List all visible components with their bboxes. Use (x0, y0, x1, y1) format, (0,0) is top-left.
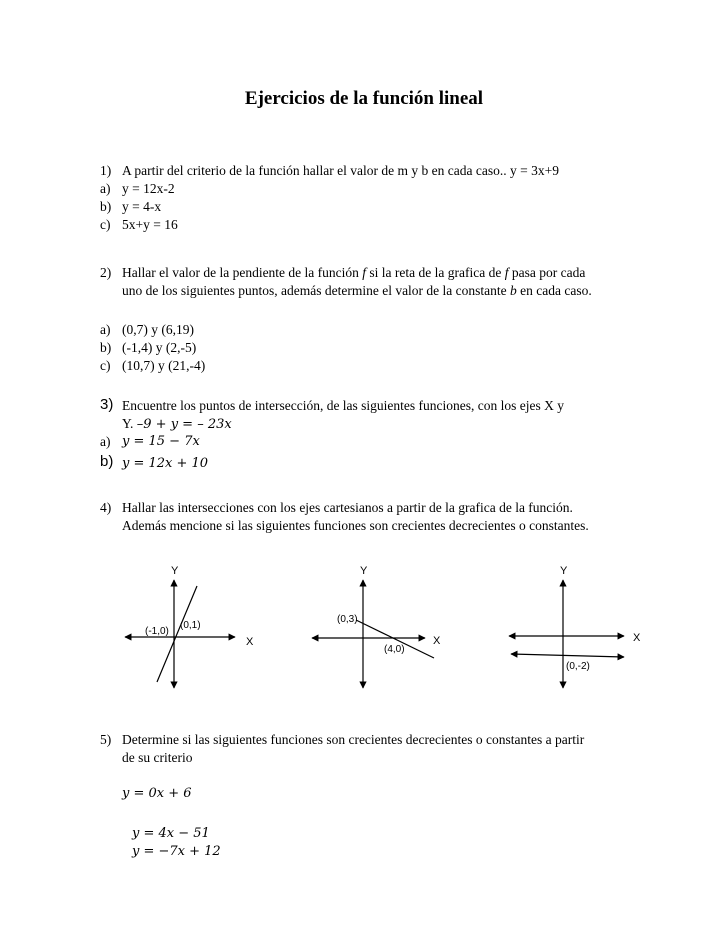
function-line (511, 654, 624, 657)
item-label: a) (100, 434, 111, 449)
item-label: a) (100, 181, 111, 196)
page-title: Ejercicios de la función lineal (244, 88, 484, 109)
point-label: (0,-2) (566, 661, 590, 672)
item-text: (0,7) y (6,19) (122, 322, 194, 337)
exercise-text-line-1: Hallar las intersecciones con los ejes cartesianos a partir de la grafica de la función. (122, 500, 573, 515)
exercise-text-line-2: Y. –9 + y = – 23x (122, 416, 232, 432)
item-label: c) (100, 217, 111, 232)
point-label: (4,0) (384, 644, 405, 655)
item-text: (-1,4) y (2,-5) (122, 340, 197, 355)
exercise-text-line-1: Encuentre los puntos de intersección, de las siguientes funciones, con los ejes X y (122, 398, 565, 413)
equation-2: y = 4x − 51 (132, 826, 210, 841)
item-equation: y = 15 − 7x (122, 434, 200, 449)
item-text: y = 12x-2 (122, 181, 175, 196)
item-label: b) (100, 199, 112, 214)
exercise-number: 3) (100, 396, 114, 413)
graphs-figure (0, 560, 728, 700)
point-label: (0,3) (337, 614, 358, 625)
graph-3 (509, 565, 641, 688)
exercise-number: 2) (100, 265, 112, 280)
exercise-number: 4) (100, 500, 112, 515)
point-label: (-1,0) (145, 626, 169, 637)
point-label: (0,1) (180, 620, 201, 631)
equation-3: y = −7x + 12 (132, 844, 221, 859)
y-axis-label: Y (360, 565, 368, 577)
item-text: 5x+y = 16 (122, 217, 178, 232)
exercise-text-line-2: uno de los siguientes puntos, además determine el valor de la constante b en cada caso. (122, 283, 592, 298)
item-label: a) (100, 322, 111, 337)
exercise-text-line-1: Hallar el valor de la pendiente de la función f si la reta de la grafica de f pasa por cada (122, 265, 586, 280)
y-axis-label: Y (560, 565, 568, 577)
item-label: b) (100, 453, 114, 470)
exercise-text-line-1: Determine si las siguientes funciones son crecientes decrecientes o constantes a partir (122, 732, 585, 747)
exercise-text-line-2: de su criterio (122, 750, 193, 765)
item-label: c) (100, 358, 111, 373)
graph-1 (125, 565, 254, 688)
y-axis-label: Y (171, 565, 179, 577)
exercise-text: A partir del criterio de la función hallar el valor de m y b en cada caso.. y = 3x+9 (122, 163, 559, 178)
item-text: y = 4-x (122, 199, 162, 214)
exercise-number: 5) (100, 732, 112, 747)
graph-2 (312, 565, 441, 688)
x-axis-label: X (633, 632, 641, 644)
equation-1: y = 0x + 6 (122, 786, 192, 801)
item-label: b) (100, 340, 112, 355)
x-axis-label: X (433, 635, 441, 647)
item-text: (10,7) y (21,-4) (122, 358, 206, 373)
x-axis-label: X (246, 636, 254, 648)
exercise-text-line-2: Además mencione si las siguientes funciones son crecientes decrecientes o constantes. (122, 518, 589, 533)
exercise-number: 1) (100, 163, 112, 178)
item-equation: y = 12x + 10 (122, 456, 209, 471)
